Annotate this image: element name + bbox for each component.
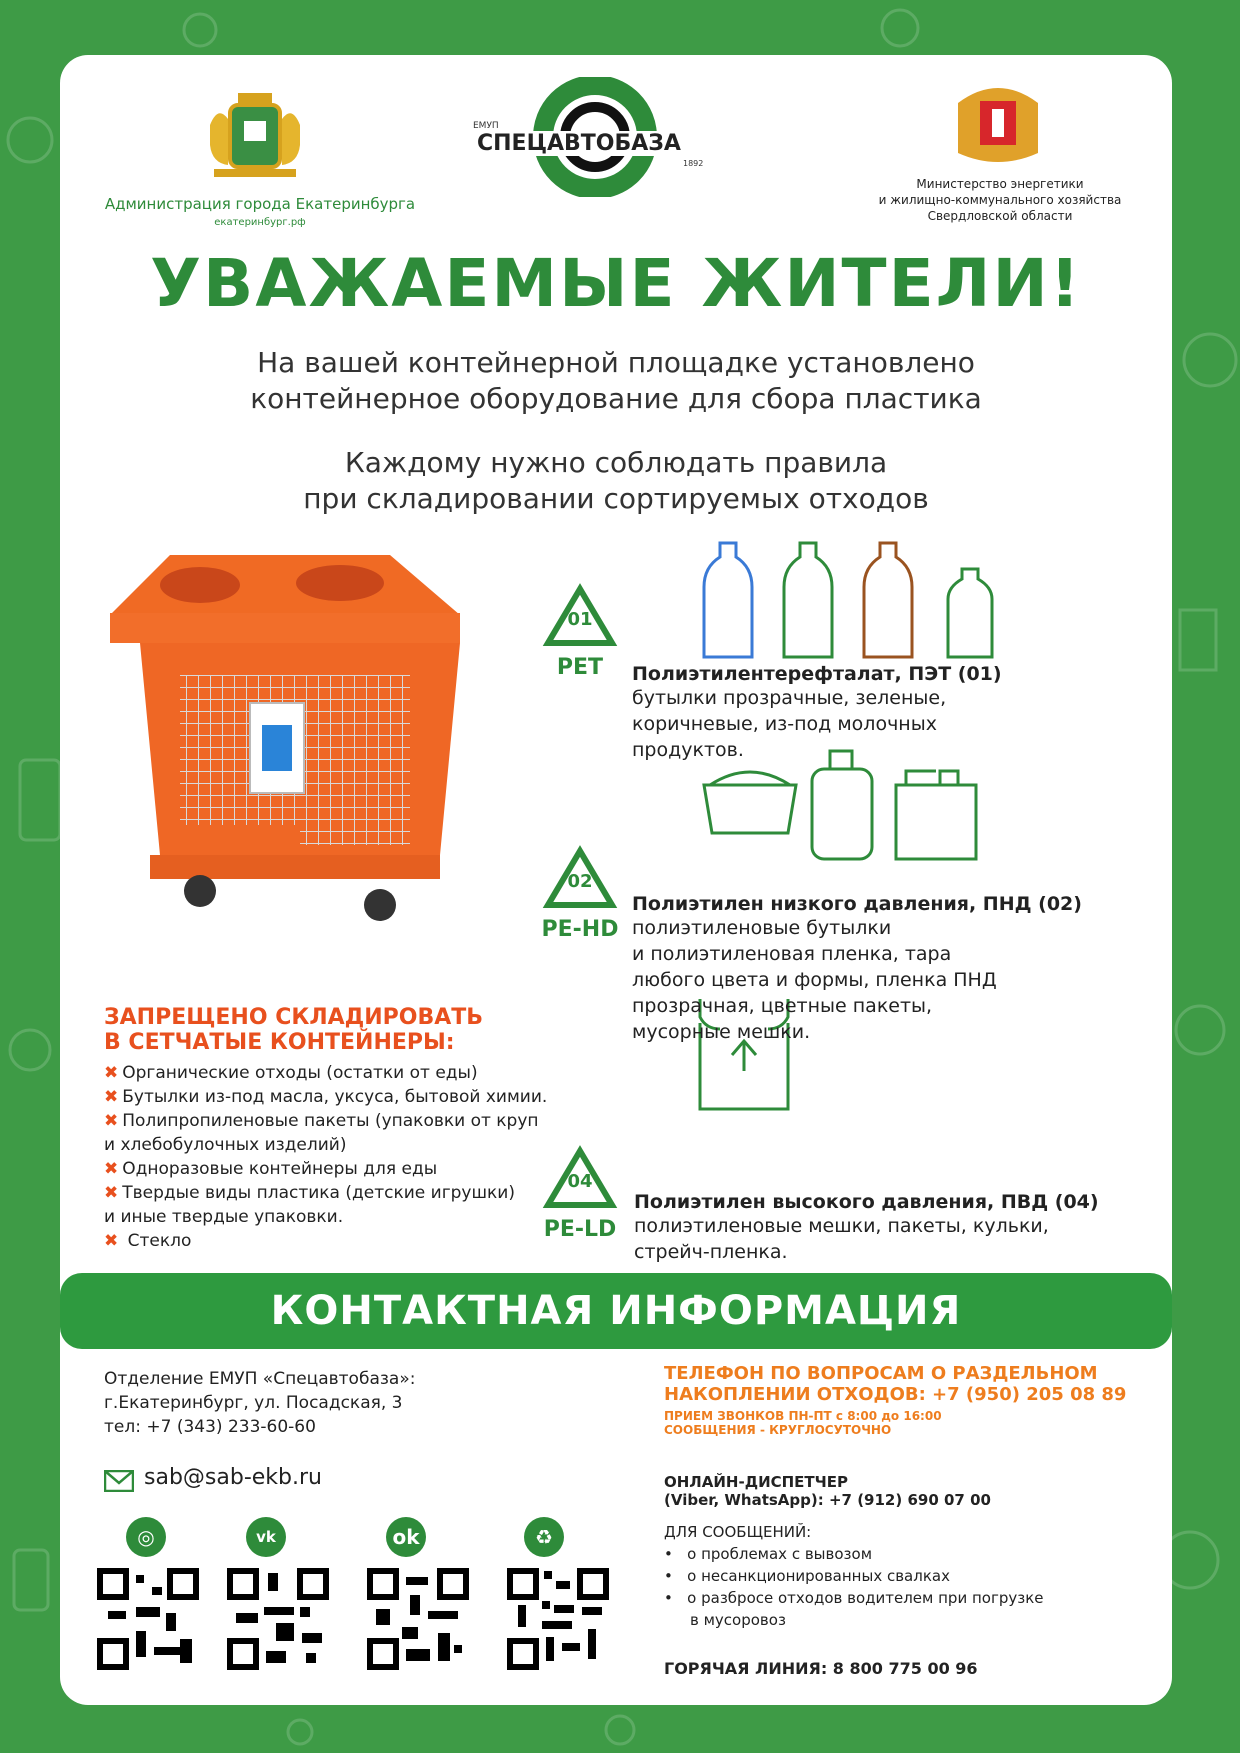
forbidden-item: ✖ Твердые виды пластика (детские игрушки) (104, 1183, 515, 1203)
office-dept: Отделение ЕМУП «Спецавтобаза»: (104, 1369, 416, 1389)
plastic-line: любого цвета и формы, пленка ПНД (632, 969, 997, 991)
office-phone[interactable]: тел: +7 (343) 233-60-60 (104, 1417, 316, 1437)
subtitle-line1: На вашей контейнерной площадке установлено (257, 346, 975, 379)
plastic-line: и полиэтиленовая пленка, тара (632, 943, 952, 965)
qr-code-vk[interactable] (226, 1567, 330, 1671)
plastic-title: Полиэтилентерефталат, ПЭТ (01) (632, 663, 1002, 685)
plastic-line: стрейч-пленка. (634, 1241, 788, 1263)
hdpe-containers-icon (700, 745, 1020, 865)
ministry-line2: и жилищно-коммунального хозяйства (878, 193, 1122, 207)
messages-item: • о проблемах с вывозом (664, 1545, 873, 1563)
envelope-icon (104, 1470, 134, 1492)
ministry-line1: Министерство энергетики (916, 177, 1084, 191)
admin-site: екатеринбург.рф (214, 217, 306, 228)
mesh-container-image (90, 555, 510, 935)
spetsavtobaza-logo (455, 77, 745, 207)
cross-icon: ✖ (104, 1087, 119, 1107)
recycle-label: PE-HD (541, 917, 619, 942)
ministry-line3: Свердловской области (927, 209, 1073, 223)
forbidden-item: ✖ Одноразовые контейнеры для еды (104, 1159, 438, 1179)
plastic-line: полиэтиленовые бутылки (632, 917, 892, 939)
email-row[interactable] (104, 1465, 404, 1497)
contact-title: КОНТАКТНАЯ ИНФОРМАЦИЯ (270, 1288, 962, 1334)
qr-code-recycle[interactable] (506, 1567, 610, 1671)
subtitle-line2: контейнерное оборудование для сбора пластика (250, 382, 982, 415)
plastic-info-pehd (632, 893, 1112, 1045)
recycle-badge-01 (530, 583, 630, 703)
plastic-info-pet (632, 663, 1082, 763)
page-title: УВАЖАЕМЫЕ ЖИТЕЛИ! (150, 245, 1082, 322)
messages-title: ДЛЯ СООБЩЕНИЙ: (664, 1523, 812, 1541)
cross-icon: ✖ (104, 1183, 119, 1203)
office-address: г.Екатеринбург, ул. Посадская, 3 (104, 1393, 403, 1413)
forbidden-title-line2: В СЕТЧАТЫЕ КОНТЕЙНЕРЫ: (104, 1030, 455, 1055)
messages-item: • о несанкционированных свалках (664, 1567, 950, 1585)
messages-item: • о разбросе отходов водителем при погрузке (664, 1589, 1044, 1607)
forbidden-section (104, 1005, 574, 1253)
recycle-code: 02 (567, 871, 593, 892)
emup-small-label: ЕМУП (473, 121, 499, 131)
separate-collection-contact (664, 1363, 1144, 1437)
forbidden-item: ✖ Стекло (104, 1231, 192, 1251)
qr-code-ok[interactable] (366, 1567, 470, 1671)
online-line1: ОНЛАЙН-ДИСПЕТЧЕР (664, 1473, 849, 1491)
cross-icon: ✖ (104, 1159, 119, 1179)
emup-year: 1892 (683, 159, 704, 168)
admin-name: Администрация города Екатеринбурга (104, 195, 416, 213)
recycle-code: 01 (567, 609, 593, 630)
recycle-badge-02 (530, 845, 630, 965)
recycle-label: PET (556, 655, 604, 680)
globe-icon[interactable]: ◎ (126, 1517, 166, 1557)
forbidden-item: ✖ Полипропиленовые пакеты (упаковки от круп (104, 1111, 539, 1131)
odnoklassniki-icon[interactable]: ok (386, 1517, 426, 1557)
sverdlovsk-coat-of-arms-icon (948, 73, 1048, 173)
plastic-line: коричневые, из-под молочных (632, 713, 937, 735)
forbidden-item: ✖ Бутылки из-под масла, уксуса, бытовой химии. (104, 1087, 548, 1107)
messages-item-continued: в мусоровоз (690, 1611, 786, 1629)
online-line2[interactable]: (Viber, WhatsApp): +7 (912) 690 07 00 (664, 1491, 991, 1509)
plastic-title: Полиэтилен высокого давления, ПВД (04) (634, 1191, 1099, 1213)
hotline[interactable]: ГОРЯЧАЯ ЛИНИЯ: 8 800 775 00 96 (664, 1659, 978, 1678)
qr-code-website[interactable] (96, 1567, 200, 1671)
sep-line1: ТЕЛЕФОН ПО ВОПРОСАМ О РАЗДЕЛЬНОМ (664, 1363, 1098, 1384)
ekaterinburg-coat-of-arms-icon (200, 85, 310, 185)
forbidden-title-line1: ЗАПРЕЩЕНО СКЛАДИРОВАТЬ (104, 1005, 484, 1030)
emup-logo-text: СПЕЦАВТОБАЗА (473, 131, 685, 156)
plastic-info-peld (634, 1191, 1134, 1265)
plastic-line: бутылки прозрачные, зеленые, (632, 687, 947, 709)
ministry-logo (850, 73, 1150, 263)
admin-logo (100, 85, 420, 255)
forbidden-item: ✖ Органические отходы (остатки от еды) (104, 1063, 478, 1083)
cross-icon: ✖ (104, 1063, 119, 1083)
plastic-line: мусорные мешки. (632, 1021, 811, 1043)
sep-line3: ПРИЕМ ЗВОНКОВ ПН-ПТ с 8:00 до 16:00 (664, 1409, 942, 1423)
vk-icon[interactable]: vk (246, 1517, 286, 1557)
cross-icon: ✖ (104, 1111, 119, 1131)
contact-banner (60, 1273, 1172, 1349)
plastic-title: Полиэтилен низкого давления, ПНД (02) (632, 893, 1082, 915)
poster-card (60, 55, 1172, 1705)
sep-line2[interactable]: НАКОПЛЕНИИ ОТХОДОВ: +7 (950) 205 08 89 (664, 1384, 1127, 1405)
forbidden-item-continued: и хлебобулочных изделий) (104, 1135, 347, 1155)
recycle-icon[interactable]: ♻ (524, 1517, 564, 1557)
messages-section (664, 1521, 1144, 1631)
plastic-line: продуктов. (632, 739, 744, 761)
rules-line2: при складировании сортируемых отходов (303, 482, 929, 515)
rules-line1: Каждому нужно соблюдать правила (344, 446, 888, 479)
recycle-label: PE-LD (543, 1217, 617, 1242)
forbidden-item-continued: и иные твердые упаковки. (104, 1207, 344, 1227)
online-dispatcher (664, 1473, 1144, 1509)
office-contact (104, 1367, 534, 1439)
pet-bottles-icon (700, 533, 1020, 663)
email-link[interactable]: sab@sab-ekb.ru (144, 1465, 322, 1490)
plastic-line: полиэтиленовые мешки, пакеты, кульки, (634, 1215, 1049, 1237)
cross-icon: ✖ (104, 1231, 119, 1251)
plastic-line: прозрачная, цветные пакеты, (632, 995, 933, 1017)
recycle-code: 04 (567, 1171, 593, 1192)
sep-line4: СООБЩЕНИЯ - КРУГЛОСУТОЧНО (664, 1423, 892, 1437)
